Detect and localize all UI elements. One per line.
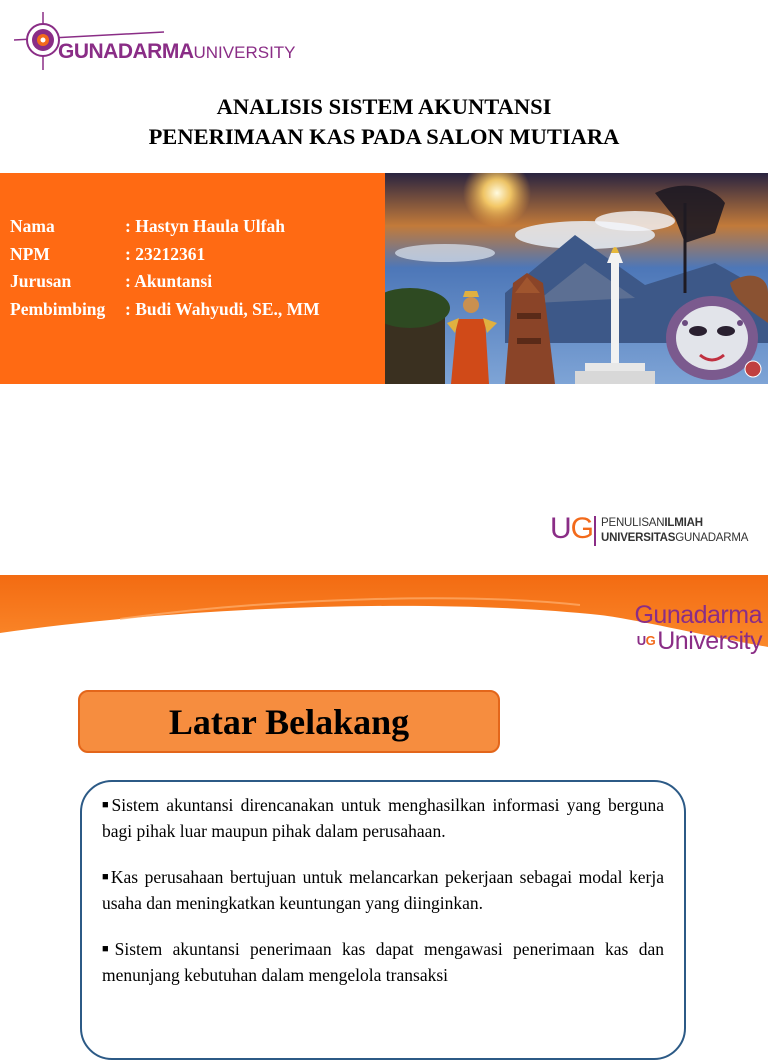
ug-letter-g: G: [570, 512, 594, 545]
gu-logo-line-2: [612, 628, 762, 654]
info-row-pembimbing: [10, 296, 320, 324]
indonesia-culture-collage-image: [385, 173, 768, 384]
gu-logo-line-1: Gunadarma: [634, 601, 762, 629]
section-heading: Latar Belakang: [168, 701, 410, 742]
title-line-1: ANALISIS SISTEM AKUNTANSI: [216, 94, 552, 119]
info-value: : 23212361: [125, 243, 206, 264]
bullet-text: Sistem akuntansi penerimaan kas dapat mengawasi penerimaan kas dan menunjang kebutuhan dalam mengelola transaksi: [102, 939, 664, 985]
info-label: NPM: [10, 243, 50, 264]
penulisan-ilmiah-logo: [550, 512, 760, 552]
ug-letter-u: U: [550, 512, 571, 545]
student-info-table: [10, 213, 320, 323]
pi-line2-light: GUNADARMA: [675, 532, 749, 544]
square-bullet-icon: ■: [102, 871, 111, 883]
slide-title: [0, 92, 768, 152]
pi-line1-light: PENULISAN: [601, 517, 665, 529]
content-slide: [0, 575, 768, 1024]
gunadarma-university-logo: [14, 12, 296, 72]
info-row-npm: [10, 241, 320, 269]
info-row-nama: [10, 213, 320, 241]
wordmark-bold: GUNADARMA: [58, 40, 194, 63]
bullet-point: [102, 936, 664, 988]
background-points-box: [80, 780, 686, 1060]
pi-line2-bold: UNIVERSITAS: [601, 532, 676, 544]
mini-letter-g: G: [645, 633, 656, 648]
ug-mini-monogram: [637, 633, 656, 648]
info-label: Jurusan: [10, 271, 72, 291]
university-wordmark: [58, 40, 296, 64]
info-value: : Budi Wahyudi, SE., MM: [125, 298, 320, 319]
info-value: : Akuntansi: [125, 271, 213, 291]
bullet-text: Sistem akuntansi direncanakan untuk menghasilkan informasi yang berguna bagi pihak luar maupun pihak dalam perusahaan.: [102, 795, 664, 841]
section-heading-box: [78, 690, 500, 753]
square-bullet-icon: ■: [102, 943, 115, 955]
student-info-panel: [0, 173, 385, 384]
title-line-2: PENERIMAAN KAS PADA SALON MUTIARA: [148, 124, 620, 149]
logo-divider: [594, 516, 596, 546]
info-label: Nama: [10, 216, 55, 236]
info-label: Pembimbing: [10, 298, 106, 319]
mini-letter-u: U: [636, 633, 646, 648]
pi-line1-bold: ILMIAH: [664, 517, 703, 529]
bullet-point: [102, 792, 664, 844]
gunadarma-university-wordmark: [612, 602, 762, 654]
gu-logo-university: University: [657, 627, 762, 655]
bullet-point: [102, 864, 664, 916]
ug-monogram: [550, 512, 593, 546]
bullet-text: Kas perusahaan bertujuan untuk melancarkan pekerjaan sebagai modal kerja usaha dan meningkatkan keuntungan yang diinginkan.: [102, 867, 664, 913]
info-value: : Hastyn Haula Ulfah: [125, 216, 285, 236]
wordmark-light: UNIVERSITY: [193, 43, 296, 62]
square-bullet-icon: ■: [102, 799, 112, 811]
pi-logo-line-1: [601, 517, 703, 529]
info-row-jurusan: [10, 268, 320, 296]
pi-logo-line-2: [601, 532, 748, 544]
